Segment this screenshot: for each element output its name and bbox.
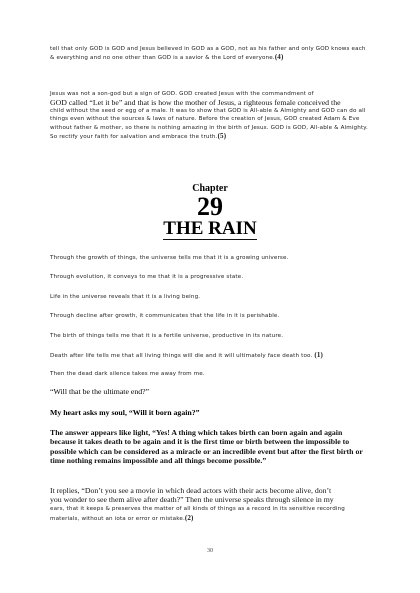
body-line: Then the dead dark silence takes me away from me. [50, 371, 205, 377]
chapter-title-text: THE RAIN [163, 218, 257, 239]
paragraph-text: child without the seed or egg of a male. It was to show that GOD is All-able & Almighty and GOD can do all things even without the sources & laws of nature. Before the creation of Jesus, GOD created Adam & Eve without father & mother, so there is nothing amazing in the birth of Jesus. GOD is GOD, All-able & Almighty. So rectify your faith for salvation and embrace the truth. [50, 107, 368, 141]
paragraph-jesus [50, 90, 370, 141]
body-line-text: Death after life tells me that all living things will die and it will ultimately face death too. [50, 353, 313, 359]
paragraph-intro [50, 45, 370, 63]
reply-line: It replies, “Don’t you see a movie in which dead actors with their acts become alive, don’t [50, 486, 332, 495]
body-line: Through decline after growth, it communicates that the life in it is perishable. [50, 313, 280, 319]
chapter-title [0, 218, 420, 240]
footnote-ref: (2) [184, 513, 194, 522]
footnote-ref: (5) [217, 132, 227, 141]
page-number: 30 [207, 548, 213, 554]
chapter-label: Chapter [192, 183, 228, 194]
footnote-ref: (4) [274, 53, 284, 62]
paragraph-text: tell that only GOD is GOD and Jesus believed in GOD as a GOD, not as his father and only GOD knows each & everything and no one other than GOD is a savior & the Lord of everyone. [50, 46, 366, 62]
body-line: Through evolution, it conveys to me that it is a progressive state. [50, 274, 244, 280]
body-line: The birth of things tells me that it is a fertile universe, productive in its nature. [50, 333, 284, 339]
paragraph-line: Jesus was not a son-god but a sign of GOD. GOD created Jesus with the commandment of [50, 91, 314, 97]
footnote-ref: (1) [314, 351, 323, 359]
question-line: “Will that be the ultimate end?” [50, 387, 150, 396]
reply-paragraph [50, 486, 370, 523]
chapter-number: 29 [197, 192, 223, 221]
reply-text: ears, that it keeps & preserves the matter of all kinds of things as a record in its sensitive recording materials, without an iota or error or mistake. [50, 506, 345, 522]
reply-line: you wonder to see them alive after death?” Then the universe speaks through silence in my [50, 495, 334, 505]
answer-paragraph [50, 428, 370, 466]
body-line: Life in the universe reveals that it is a living being. [50, 294, 201, 300]
body-line-footnoted [50, 351, 380, 360]
question-line-bold: My heart asks my soul, “Will it born again?” [50, 408, 200, 417]
paragraph-line-serif: GOD called “Let it be” and that is how the mother of Jesus, a righteous female conceived the [50, 97, 341, 107]
body-line: Through the growth of things, the universe tells me that it is a growing universe. [50, 255, 289, 261]
answer-text: The answer appears like light, “Yes! A thing which takes birth can born again and again because it takes death to be again and it is the first time or birth between the impossible to possible which can be considered as a miracle or an incredible event but after the first birth or time nothing remains impossible and all things become possible.” [50, 428, 363, 466]
